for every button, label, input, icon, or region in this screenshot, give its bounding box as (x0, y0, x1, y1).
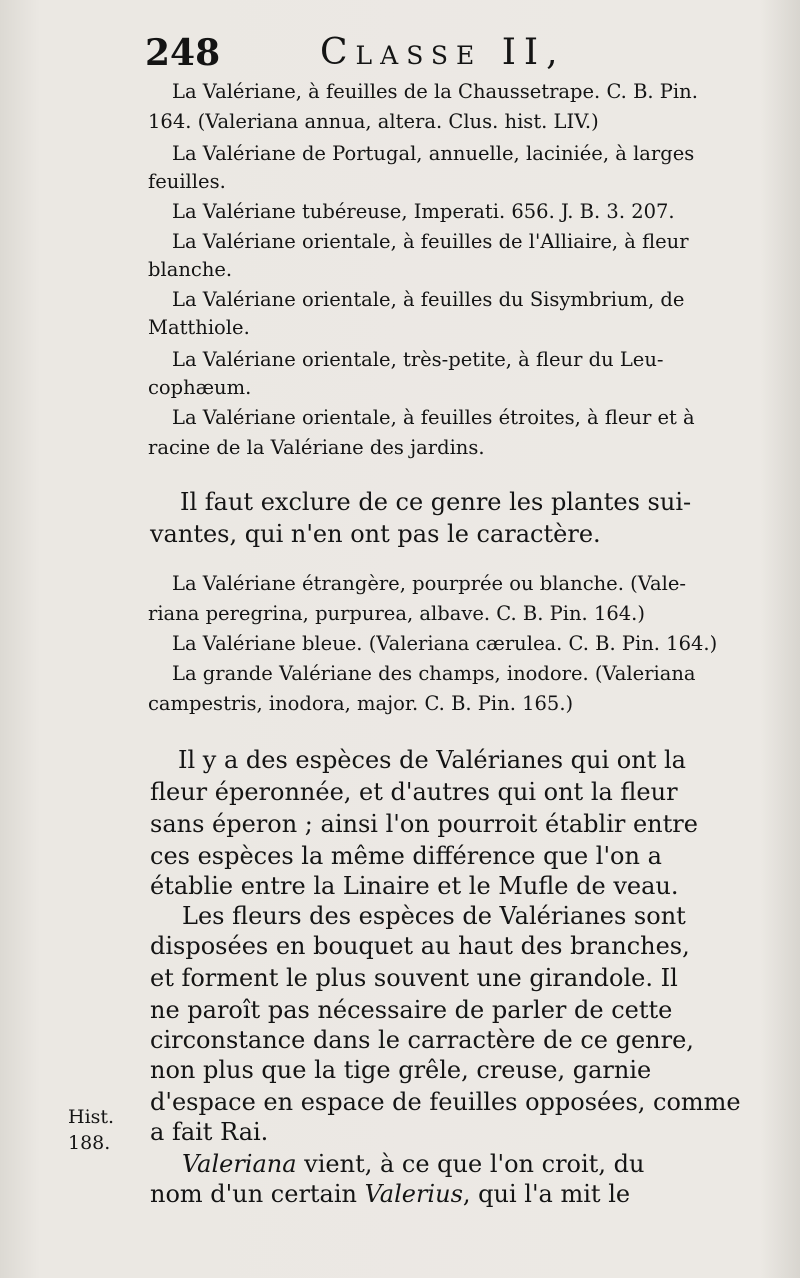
list-item: La Valériane orientale, à feuilles étroites, à fleur et à (172, 406, 695, 429)
list-item: La Valériane orientale, très-petite, à fleur du Leu- (172, 348, 664, 371)
line-text: nom d'un certain (150, 1180, 365, 1208)
section-heading: vantes, qui n'en ont pas le caractère. (150, 520, 601, 548)
body-line: circonstance dans le carractère de ce genre, (150, 1026, 694, 1054)
list-item: 164. (Valeriana annua, altera. Clus. hist. LIV.) (148, 110, 599, 133)
body-line: établie entre la Linaire et le Mufle de veau. (150, 872, 679, 900)
body-line: d'espace en espace de feuilles opposées, comme (150, 1088, 741, 1116)
body-line: disposées en bouquet au haut des branches, (150, 932, 690, 960)
line-text: , qui l'a mit le (462, 1180, 631, 1208)
body-line: et forment le plus souvent une girandole. Il (150, 964, 678, 992)
margin-note: Hist. (68, 1106, 115, 1128)
list-item: La Valériane tubéreuse, Imperati. 656. J. B. 3. 207. (172, 200, 675, 223)
body-line: Les fleurs des espèces de Valérianes sont (182, 902, 686, 930)
body-line: ne paroît pas nécessaire de parler de cette (150, 996, 673, 1024)
list-item: Matthiole. (148, 316, 250, 339)
body-line: non plus que la tige grêle, creuse, garnie (150, 1056, 652, 1084)
italic-word: Valerius (364, 1180, 463, 1208)
list-item: La grande Valériane des champs, inodore. (Valeriana (172, 662, 696, 685)
list-item: La Valériane orientale, à feuilles de l'Alliaire, à fleur (172, 230, 689, 253)
page-number: 248 (145, 32, 221, 74)
list-item: blanche. (148, 258, 233, 281)
list-item: feuilles. (148, 170, 226, 193)
list-item: La Valériane bleue. (Valeriana cærulea. C. B. Pin. 164.) (172, 632, 718, 655)
list-item: racine de la Valériane des jardins. (148, 436, 485, 459)
page-header (145, 28, 785, 78)
list-item: cophæum. (148, 376, 252, 399)
list-item: La Valériane, à feuilles de la Chaussetrape. C. B. Pin. (172, 80, 698, 103)
body-line (182, 1148, 644, 1180)
italic-word: Valeriana (182, 1150, 297, 1178)
running-title: Classe II, (320, 32, 566, 73)
list-item: La Valériane orientale, à feuilles du Sisymbrium, de (172, 288, 685, 311)
margin-note: 188. (68, 1132, 111, 1154)
body-line: a fait Rai. (150, 1118, 269, 1146)
body-line: Il y a des espèces de Valérianes qui ont la (178, 746, 686, 774)
section-heading: Il faut exclure de ce genre les plantes sui- (180, 488, 692, 516)
list-item: La Valériane étrangère, pourprée ou blanche. (Vale- (172, 572, 687, 595)
body-line: sans éperon ; ainsi l'on pourroit établir entre (150, 810, 698, 838)
list-item: La Valériane de Portugal, annuelle, laciniée, à larges (172, 142, 695, 165)
body-line: fleur éperonnée, et d'autres qui ont la fleur (150, 778, 678, 806)
body-line: ces espèces la même différence que l'on a (150, 842, 662, 870)
list-item: riana peregrina, purpurea, albave. C. B. Pin. 164.) (148, 602, 645, 625)
list-item: campestris, inodora, major. C. B. Pin. 165.) (148, 692, 574, 715)
body-line (150, 1178, 630, 1210)
line-text: vient, à ce que l'on croit, du (296, 1150, 645, 1178)
